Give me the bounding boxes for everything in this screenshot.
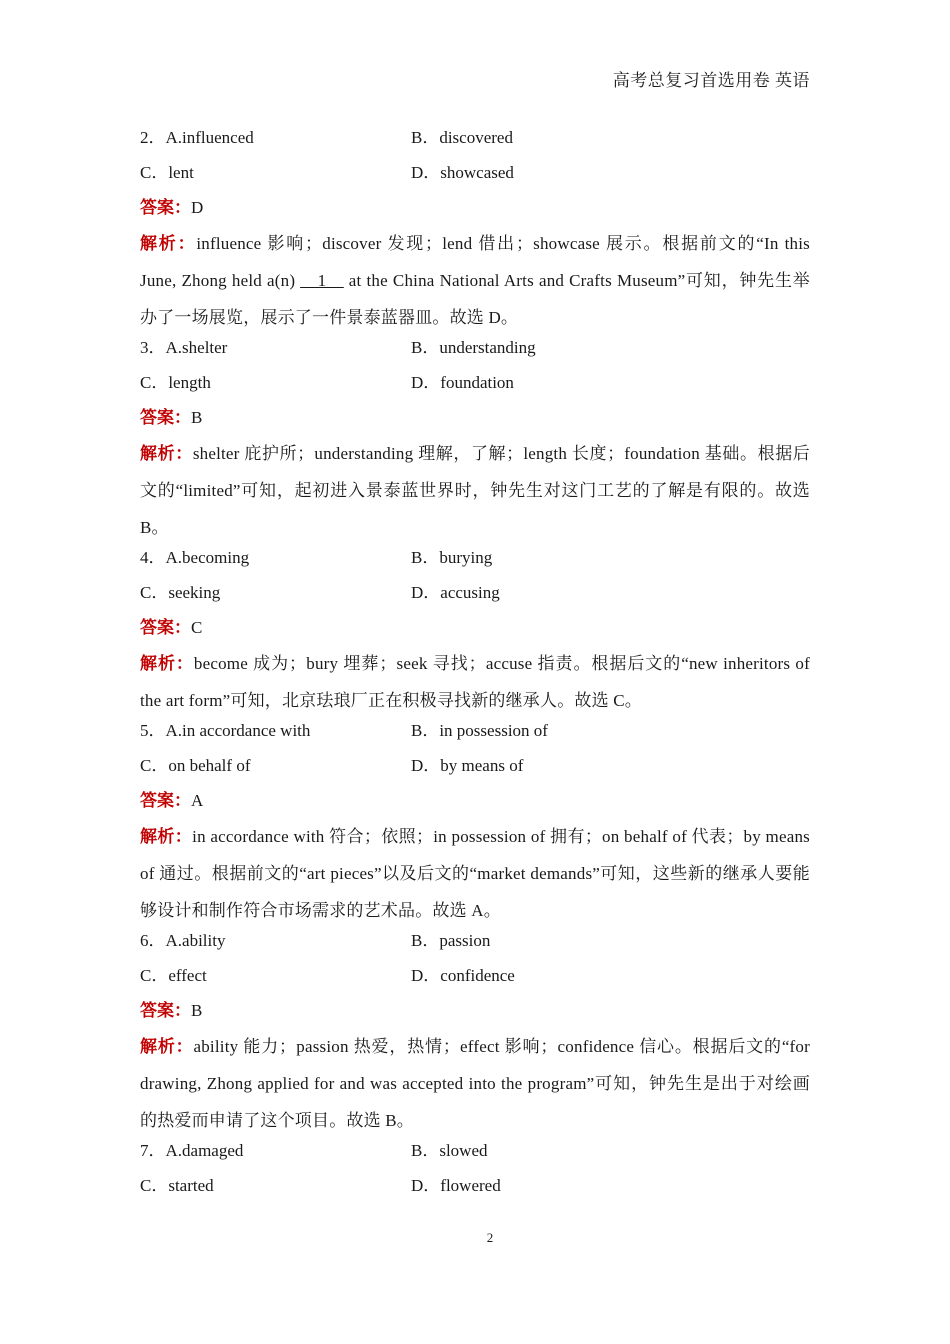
analysis-label: 解析： <box>140 654 194 673</box>
answer-label: 答案： <box>140 408 191 427</box>
options-row <box>140 334 810 369</box>
options-row <box>140 1172 810 1207</box>
blank-number: __1__ <box>300 271 344 290</box>
analysis-paragraph <box>140 435 810 546</box>
answer-value: B <box>191 1001 203 1020</box>
page-header: 高考总复习首选用卷 英语 <box>612 71 810 90</box>
answer-line <box>140 614 810 649</box>
option-a: 2．A.influenced <box>140 128 254 147</box>
analysis-text: shelter 庇护所；understanding 理解，了解；length 长度；foundation 基础。根据后文的“limited”可知，起初进入景泰蓝世界时，钟先生对这门工艺的了解是有限的。故选 B。 <box>140 444 810 537</box>
answer-label: 答案： <box>140 1001 191 1020</box>
option-b: B．discovered <box>411 128 513 147</box>
question-6 <box>140 927 810 1139</box>
page-number: 2 <box>486 1230 494 1245</box>
option-d: D．foundation <box>411 373 514 392</box>
option-a: 6．A.ability <box>140 931 226 950</box>
option-b: B．passion <box>411 931 491 950</box>
option-a: 5．A.in accordance with <box>140 721 311 740</box>
option-d: D．accusing <box>411 583 500 602</box>
options-row <box>140 159 810 194</box>
options-row <box>140 962 810 997</box>
question-4 <box>140 544 810 719</box>
option-a: 7．A.damaged <box>140 1141 244 1160</box>
answer-line <box>140 997 810 1032</box>
analysis-label: 解析： <box>140 1037 194 1056</box>
option-b: B．burying <box>411 548 493 567</box>
analysis-label: 解析： <box>140 827 193 846</box>
option-d: D．flowered <box>411 1176 501 1195</box>
answer-value: A <box>191 791 204 810</box>
option-c: C．effect <box>140 966 207 985</box>
question-7 <box>140 1137 810 1207</box>
answer-value: B <box>191 408 203 427</box>
options-row <box>140 579 810 614</box>
option-c: C．seeking <box>140 583 221 602</box>
analysis-paragraph <box>140 225 810 336</box>
analysis-text: ability 能力；passion 热爱，热情；effect 影响；confidence 信心。根据后文的“for drawing, Zhong applied for and was accepted into the program”可知，钟先生是出于对绘画的热爱而申请了这个项目。故选 B。 <box>140 1037 810 1130</box>
options-row <box>140 1137 810 1172</box>
option-d: D．confidence <box>411 966 515 985</box>
options-row <box>140 124 810 159</box>
analysis-text: become 成为；bury 埋葬；seek 寻找；accuse 指责。根据后文的“new inheritors of the art form”可知，北京珐琅厂正在积极寻找新的继承人。故选 C。 <box>140 654 810 710</box>
analysis-label: 解析： <box>140 234 197 253</box>
question-5 <box>140 717 810 929</box>
options-row <box>140 717 810 752</box>
analysis-paragraph <box>140 645 810 719</box>
option-b: B．slowed <box>411 1141 488 1160</box>
option-b: B．understanding <box>411 338 536 357</box>
answer-value: D <box>191 198 204 217</box>
option-a: 3．A.shelter <box>140 338 228 357</box>
answer-line <box>140 404 810 439</box>
answer-label: 答案： <box>140 198 191 217</box>
options-row <box>140 544 810 579</box>
question-2 <box>140 124 810 336</box>
document-body <box>140 124 810 1207</box>
answer-line <box>140 194 810 229</box>
option-c: C．lent <box>140 163 194 182</box>
question-3 <box>140 334 810 546</box>
analysis-text: influence 影响；discover 发现；lend 借出；showcase 展示。根据前文的“In this June, Zhong held a(n) <box>140 234 810 290</box>
analysis-label: 解析： <box>140 444 193 463</box>
option-a: 4．A.becoming <box>140 548 250 567</box>
option-c: C．started <box>140 1176 214 1195</box>
analysis-paragraph <box>140 1028 810 1139</box>
analysis-paragraph <box>140 818 810 929</box>
analysis-text: in accordance with 符合；依照；in possession of 拥有；on behalf of 代表；by means of 通过。根据前文的“art pieces”以及后文的“market demands”可知，这些新的继承人要能够设计和制作符合市场需求的艺术品。故选 A。 <box>140 827 810 920</box>
answer-label: 答案： <box>140 618 191 637</box>
answer-line <box>140 787 810 822</box>
option-d: D．showcased <box>411 163 514 182</box>
answer-label: 答案： <box>140 791 191 810</box>
option-b: B．in possession of <box>411 721 548 740</box>
option-c: C．on behalf of <box>140 756 251 775</box>
analysis-text: at the China National Arts and Crafts Museum”可知，钟先生举办了一场展览，展示了一件景泰蓝器皿。故选 D。 <box>140 271 810 327</box>
option-c: C．length <box>140 373 211 392</box>
options-row <box>140 752 810 787</box>
option-d: D．by means of <box>411 756 524 775</box>
answer-value: C <box>191 618 203 637</box>
options-row <box>140 927 810 962</box>
options-row <box>140 369 810 404</box>
